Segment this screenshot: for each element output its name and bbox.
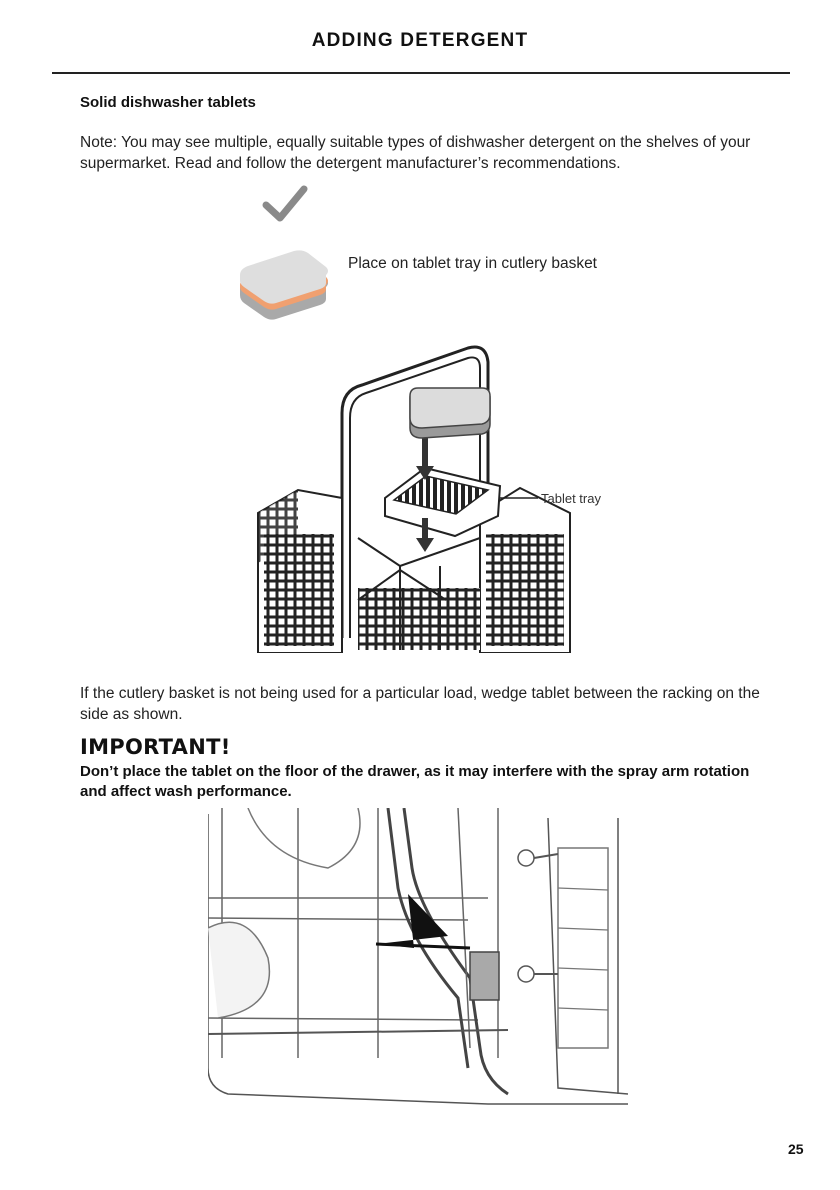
tablet-icon [236, 247, 332, 328]
tablet-tray-label: Tablet tray [541, 491, 601, 506]
tablet-tray-caption: Place on tablet tray in cutlery basket [348, 255, 597, 272]
section-heading: Solid dishwasher tablets [80, 94, 256, 111]
page-title: ADDING DETERGENT [311, 30, 529, 51]
dishwasher-drawer-illustration [208, 808, 628, 1113]
important-heading: IMPORTANT! [80, 735, 231, 759]
cutlery-basket-illustration [250, 338, 580, 658]
instruction-paragraph: If the cutlery basket is not being used for a particular load, wedge tablet between the racking on the side as shown. [80, 685, 760, 723]
note-paragraph: Note: You may see multiple, equally suitable types of dishwasher detergent on the shelves of your supermarket. Read and follow the detergent manufacturer’s recommendations. [80, 134, 751, 172]
important-warning: Don’t place the tablet on the floor of the drawer, as it may interfere with the spray arm rotation and affect wash performance. [80, 763, 750, 800]
page-number: 25 [788, 1141, 804, 1157]
checkmark-icon [262, 185, 308, 230]
title-divider [52, 72, 790, 74]
